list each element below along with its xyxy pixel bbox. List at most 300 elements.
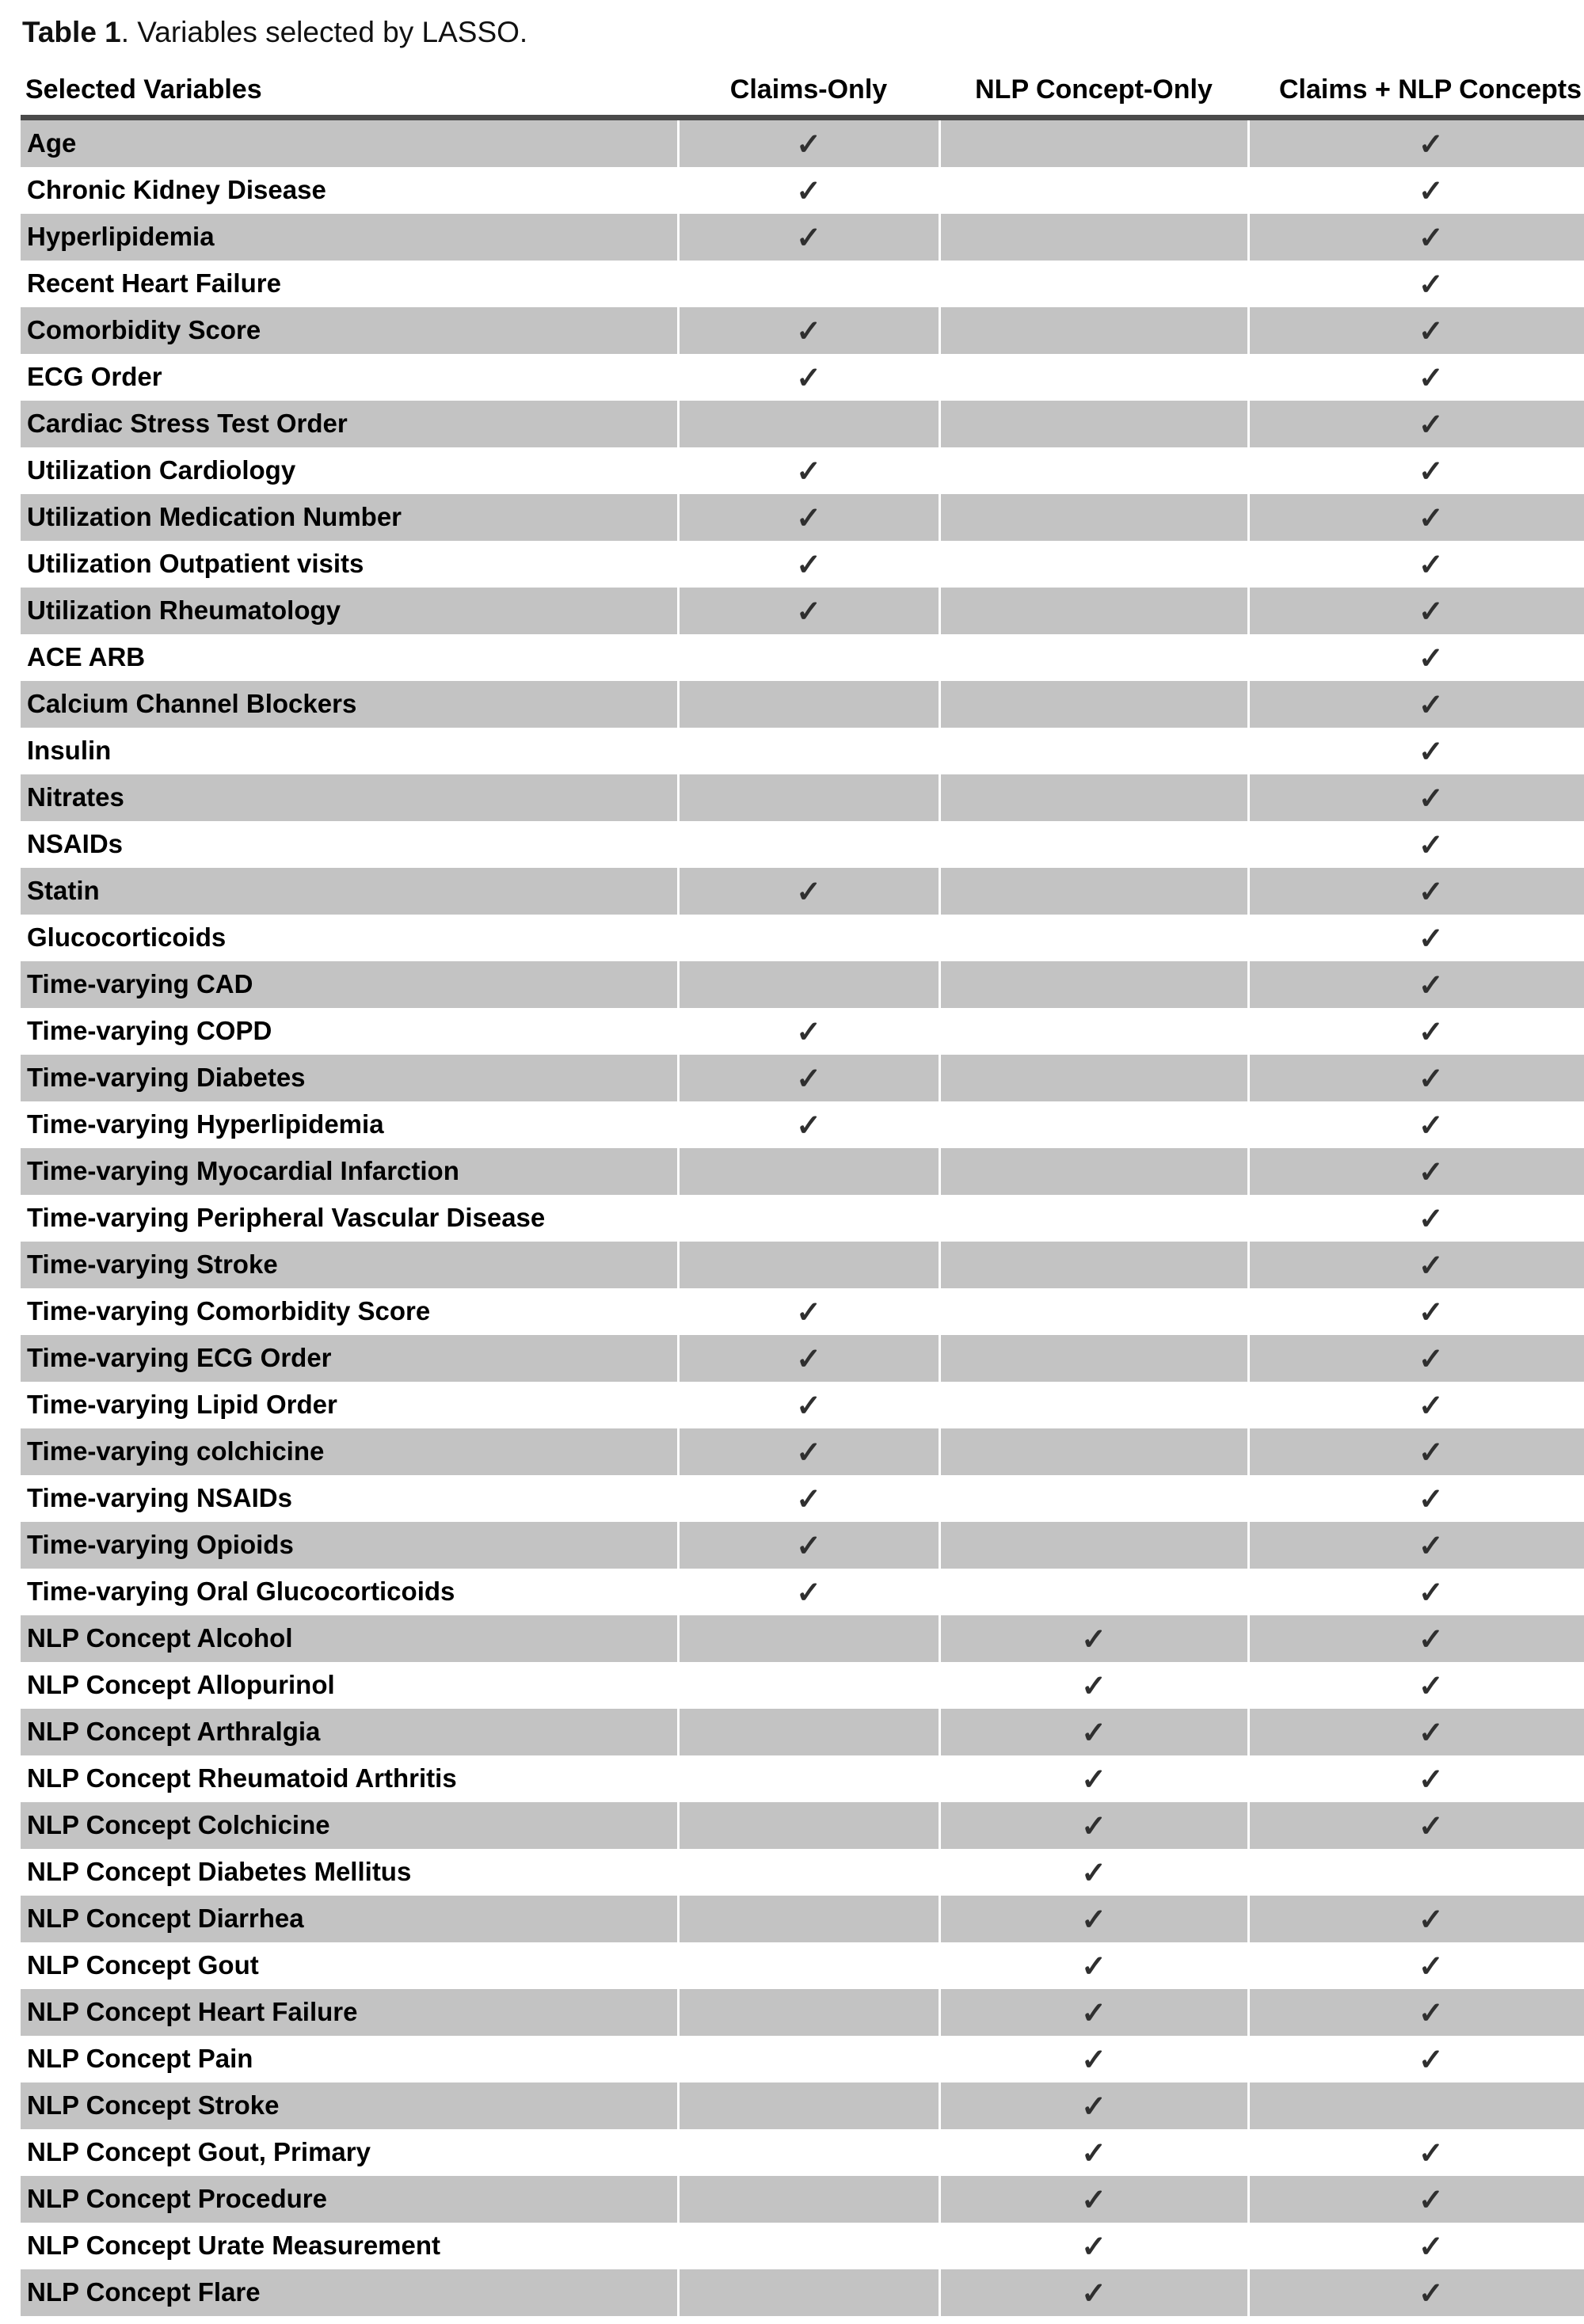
variable-name-cell: Age	[21, 118, 678, 168]
checkmark-icon: ✓	[1081, 1669, 1106, 1703]
table-row	[21, 447, 1584, 494]
nlp-concept-only-cell	[939, 1055, 1248, 1101]
table-row	[21, 1475, 1584, 1522]
claims-plus-nlp-cell	[1248, 1896, 1584, 1942]
checkmark-icon: ✓	[796, 1529, 821, 1563]
claims-plus-nlp-cell	[1248, 447, 1584, 494]
checkmark-icon: ✓	[1418, 641, 1444, 675]
claims-only-cell	[678, 1662, 939, 1709]
variable-name-cell: Calcium Channel Blockers	[21, 681, 678, 728]
checkmark-icon: ✓	[1418, 1809, 1444, 1843]
table-row	[21, 1989, 1584, 2036]
table-row	[21, 1942, 1584, 1989]
checkmark-icon: ✓	[796, 1389, 821, 1423]
empty-cell-spacer	[1094, 873, 1095, 903]
claims-plus-nlp-cell	[1248, 1008, 1584, 1055]
claims-only-cell	[678, 401, 939, 447]
table-row	[21, 588, 1584, 634]
claims-only-cell	[678, 1569, 939, 1615]
table-row	[21, 118, 1584, 168]
claims-plus-nlp-cell	[1248, 2269, 1584, 2316]
table-row	[21, 541, 1584, 588]
empty-cell-spacer	[1094, 1200, 1095, 1230]
claims-plus-nlp-cell	[1248, 1335, 1584, 1382]
variable-name-cell: Time-varying Myocardial Infarction	[21, 1148, 678, 1195]
nlp-concept-only-cell	[939, 634, 1248, 681]
empty-cell-spacer	[1094, 1340, 1095, 1370]
claims-plus-nlp-cell	[1248, 1428, 1584, 1475]
empty-cell-spacer	[1094, 1106, 1095, 1136]
checkmark-icon: ✓	[1418, 688, 1444, 722]
nlp-concept-only-cell	[939, 1989, 1248, 2036]
variable-name-cell: NLP Concept Flare	[21, 2269, 678, 2316]
claims-only-cell	[678, 2129, 939, 2176]
claims-only-cell	[678, 1755, 939, 1802]
nlp-concept-only-cell	[939, 1662, 1248, 1709]
claims-plus-nlp-cell	[1248, 634, 1584, 681]
table-row	[21, 728, 1584, 774]
variable-name-cell: Time-varying Opioids	[21, 1522, 678, 1569]
checkmark-icon: ✓	[1418, 455, 1444, 489]
nlp-concept-only-cell	[939, 588, 1248, 634]
table-row	[21, 1662, 1584, 1709]
variable-name-cell: NLP Concept Allopurinol	[21, 1662, 678, 1709]
nlp-concept-only-cell	[939, 1382, 1248, 1428]
nlp-concept-only-cell	[939, 961, 1248, 1008]
table-body	[21, 118, 1584, 2317]
claims-plus-nlp-cell	[1248, 1615, 1584, 1662]
checkmark-icon: ✓	[796, 1482, 821, 1516]
nlp-concept-only-cell	[939, 447, 1248, 494]
checkmark-icon: ✓	[1418, 1342, 1444, 1376]
table-row	[21, 1242, 1584, 1288]
variable-name-cell: NLP Concept Diabetes Mellitus	[21, 1849, 678, 1896]
variable-name-cell: Time-varying Stroke	[21, 1242, 678, 1288]
claims-only-cell	[678, 2223, 939, 2269]
claims-plus-nlp-cell	[1248, 915, 1584, 961]
checkmark-icon: ✓	[796, 1342, 821, 1376]
nlp-concept-only-cell	[939, 541, 1248, 588]
checkmark-icon: ✓	[1418, 1482, 1444, 1516]
claims-only-cell	[678, 1382, 939, 1428]
checkmark-icon: ✓	[796, 1295, 821, 1329]
checkmark-icon: ✓	[1418, 1389, 1444, 1423]
claims-plus-nlp-cell	[1248, 1242, 1584, 1288]
variable-name-cell: NLP Concept Diarrhea	[21, 1896, 678, 1942]
checkmark-icon: ✓	[1418, 828, 1444, 862]
claims-plus-nlp-cell	[1248, 167, 1584, 214]
variable-name-cell: Time-varying ECG Order	[21, 1335, 678, 1382]
claims-only-cell	[678, 774, 939, 821]
nlp-concept-only-cell	[939, 1522, 1248, 1569]
claims-only-cell	[678, 2176, 939, 2223]
empty-cell-spacer	[1094, 592, 1095, 622]
checkmark-icon: ✓	[796, 875, 821, 909]
variable-name-cell: Chronic Kidney Disease	[21, 167, 678, 214]
claims-only-cell	[678, 1522, 939, 1569]
claims-plus-nlp-cell	[1248, 1569, 1584, 1615]
checkmark-icon: ✓	[1418, 2043, 1444, 2077]
checkmark-icon: ✓	[1418, 408, 1444, 442]
table-row	[21, 2269, 1584, 2316]
empty-cell-spacer	[1094, 826, 1095, 856]
checkmark-icon: ✓	[1081, 2276, 1106, 2311]
empty-cell-spacer	[1094, 732, 1095, 763]
variable-name-cell: ACE ARB	[21, 634, 678, 681]
checkmark-icon: ✓	[1418, 361, 1444, 395]
nlp-concept-only-cell	[939, 494, 1248, 541]
claims-only-cell	[678, 2269, 939, 2316]
variable-name-cell: Comorbidity Score	[21, 307, 678, 354]
empty-cell-spacer	[1094, 686, 1095, 716]
claims-only-cell	[678, 1896, 939, 1942]
nlp-concept-only-cell	[939, 774, 1248, 821]
variable-name-cell: Time-varying colchicine	[21, 1428, 678, 1475]
table-row	[21, 494, 1584, 541]
nlp-concept-only-cell	[939, 401, 1248, 447]
checkmark-icon: ✓	[1418, 1576, 1444, 1610]
checkmark-icon: ✓	[1081, 1763, 1106, 1797]
nlp-concept-only-cell	[939, 2176, 1248, 2223]
nlp-concept-only-cell	[939, 728, 1248, 774]
variable-name-cell: Time-varying Oral Glucocorticoids	[21, 1569, 678, 1615]
checkmark-icon: ✓	[1418, 2136, 1444, 2170]
variable-name-cell: Time-varying Peripheral Vascular Disease	[21, 1195, 678, 1242]
checkmark-icon: ✓	[1418, 548, 1444, 582]
empty-cell-spacer	[1094, 966, 1095, 996]
claims-only-cell	[678, 1055, 939, 1101]
empty-cell-spacer	[1094, 546, 1095, 576]
table-row	[21, 1709, 1584, 1755]
checkmark-icon: ✓	[796, 548, 821, 582]
claims-plus-nlp-cell	[1248, 401, 1584, 447]
empty-cell-spacer	[1094, 499, 1095, 529]
nlp-concept-only-cell	[939, 1288, 1248, 1335]
claims-plus-nlp-cell	[1248, 541, 1584, 588]
checkmark-icon: ✓	[1081, 1996, 1106, 2030]
variable-name-cell: Utilization Cardiology	[21, 447, 678, 494]
claims-only-cell	[678, 868, 939, 915]
variable-name-cell: NLP Concept Rheumatoid Arthritis	[21, 1755, 678, 1802]
claims-plus-nlp-cell	[1248, 2176, 1584, 2223]
table-row	[21, 2082, 1584, 2129]
variable-name-cell: Time-varying NSAIDs	[21, 1475, 678, 1522]
claims-plus-nlp-cell	[1248, 1755, 1584, 1802]
claims-only-cell	[678, 915, 939, 961]
claims-plus-nlp-cell	[1248, 1382, 1584, 1428]
variable-name-cell: Utilization Outpatient visits	[21, 541, 678, 588]
table-row	[21, 354, 1584, 401]
checkmark-icon: ✓	[1418, 1949, 1444, 1984]
table-row	[21, 167, 1584, 214]
claims-only-cell	[678, 1802, 939, 1849]
claims-plus-nlp-cell	[1248, 1522, 1584, 1569]
claims-plus-nlp-cell	[1248, 1101, 1584, 1148]
variable-name-cell: Recent Heart Failure	[21, 261, 678, 307]
table-row	[21, 1615, 1584, 1662]
claims-only-cell	[678, 214, 939, 261]
claims-plus-nlp-cell	[1248, 2036, 1584, 2082]
checkmark-icon: ✓	[1081, 1716, 1106, 1750]
checkmark-icon: ✓	[1418, 1622, 1444, 1656]
checkmark-icon: ✓	[1418, 1996, 1444, 2030]
nlp-concept-only-cell	[939, 821, 1248, 868]
claims-plus-nlp-cell	[1248, 261, 1584, 307]
table-row	[21, 1195, 1584, 1242]
empty-cell-spacer	[1094, 1293, 1095, 1323]
table-row	[21, 1849, 1584, 1896]
table-row	[21, 1802, 1584, 1849]
checkmark-icon: ✓	[1418, 127, 1444, 162]
checkmark-icon: ✓	[1081, 1856, 1106, 1890]
checkmark-icon: ✓	[1418, 2276, 1444, 2311]
claims-plus-nlp-cell	[1248, 588, 1584, 634]
claims-plus-nlp-cell	[1248, 354, 1584, 401]
variable-name-cell: Utilization Rheumatology	[21, 588, 678, 634]
checkmark-icon: ✓	[1418, 1155, 1444, 1189]
nlp-concept-only-cell	[939, 1242, 1248, 1288]
nlp-concept-only-cell	[939, 1615, 1248, 1662]
claims-plus-nlp-cell	[1248, 1989, 1584, 2036]
claims-plus-nlp-cell	[1248, 681, 1584, 728]
checkmark-icon: ✓	[1418, 922, 1444, 956]
table-header	[21, 70, 1584, 118]
nlp-concept-only-cell	[939, 2082, 1248, 2129]
caption-text: . Variables selected by LASSO.	[120, 16, 528, 48]
claims-only-cell	[678, 1615, 939, 1662]
variable-name-cell: NLP Concept Gout, Primary	[21, 2129, 678, 2176]
table-row	[21, 634, 1584, 681]
claims-plus-nlp-cell	[1248, 1662, 1584, 1709]
claims-only-cell	[678, 1849, 939, 1896]
table-row	[21, 214, 1584, 261]
checkmark-icon: ✓	[1418, 782, 1444, 816]
checkmark-icon: ✓	[1081, 1949, 1106, 1984]
claims-only-cell	[678, 354, 939, 401]
table-row	[21, 868, 1584, 915]
variable-name-cell: ECG Order	[21, 354, 678, 401]
nlp-concept-only-cell	[939, 1569, 1248, 1615]
checkmark-icon: ✓	[1418, 1015, 1444, 1049]
checkmark-icon: ✓	[796, 501, 821, 535]
variable-name-cell: NLP Concept Pain	[21, 2036, 678, 2082]
claims-only-cell	[678, 588, 939, 634]
claims-plus-nlp-cell	[1248, 1942, 1584, 1989]
claims-only-cell	[678, 1335, 939, 1382]
variable-name-cell: Nitrates	[21, 774, 678, 821]
claims-only-cell	[678, 1709, 939, 1755]
variable-name-cell: NLP Concept Arthralgia	[21, 1709, 678, 1755]
table-row	[21, 2129, 1584, 2176]
checkmark-icon: ✓	[1418, 1249, 1444, 1283]
checkmark-icon: ✓	[796, 174, 821, 208]
table-row	[21, 261, 1584, 307]
nlp-concept-only-cell	[939, 1942, 1248, 1989]
claims-only-cell	[678, 118, 939, 168]
claims-plus-nlp-cell	[1248, 1055, 1584, 1101]
table-row	[21, 1008, 1584, 1055]
nlp-concept-only-cell	[939, 2223, 1248, 2269]
checkmark-icon: ✓	[796, 221, 821, 255]
checkmark-icon: ✓	[1081, 2043, 1106, 2077]
header-row	[21, 70, 1584, 118]
claims-only-cell	[678, 728, 939, 774]
claims-plus-nlp-cell	[1248, 728, 1584, 774]
empty-cell-spacer	[1094, 919, 1095, 949]
claims-only-cell	[678, 2036, 939, 2082]
table-row	[21, 1382, 1584, 1428]
variable-name-cell: NSAIDs	[21, 821, 678, 868]
claims-only-cell	[678, 1428, 939, 1475]
nlp-concept-only-cell	[939, 1335, 1248, 1382]
empty-cell-spacer	[1094, 1013, 1095, 1043]
checkmark-icon: ✓	[1418, 221, 1444, 255]
table-row	[21, 307, 1584, 354]
claims-only-cell	[678, 1242, 939, 1288]
claims-plus-nlp-cell	[1248, 1849, 1584, 1896]
variable-name-cell: Insulin	[21, 728, 678, 774]
variable-name-cell: Time-varying Lipid Order	[21, 1382, 678, 1428]
claims-only-cell	[678, 1475, 939, 1522]
checkmark-icon: ✓	[1418, 1109, 1444, 1143]
checkmark-icon: ✓	[796, 1062, 821, 1096]
table-row	[21, 1055, 1584, 1101]
table-row	[21, 1755, 1584, 1802]
variable-name-cell: Hyperlipidemia	[21, 214, 678, 261]
checkmark-icon: ✓	[1418, 595, 1444, 629]
nlp-concept-only-cell	[939, 2129, 1248, 2176]
claims-only-cell	[678, 1989, 939, 2036]
column-header-claims-only: Claims-Only	[678, 70, 939, 118]
table-row	[21, 681, 1584, 728]
empty-cell-spacer	[1094, 1433, 1095, 1463]
empty-cell-spacer	[1094, 405, 1095, 436]
empty-cell-spacer	[1094, 312, 1095, 342]
claims-only-cell	[678, 2082, 939, 2129]
checkmark-icon: ✓	[1418, 2183, 1444, 2217]
nlp-concept-only-cell	[939, 1802, 1248, 1849]
claims-plus-nlp-cell	[1248, 1195, 1584, 1242]
claims-plus-nlp-cell	[1248, 494, 1584, 541]
variable-name-cell: NLP Concept Procedure	[21, 2176, 678, 2223]
checkmark-icon: ✓	[1418, 174, 1444, 208]
nlp-concept-only-cell	[939, 354, 1248, 401]
claims-plus-nlp-cell	[1248, 1475, 1584, 1522]
claims-plus-nlp-cell	[1248, 307, 1584, 354]
claims-plus-nlp-cell	[1248, 961, 1584, 1008]
claims-only-cell	[678, 821, 939, 868]
checkmark-icon: ✓	[796, 595, 821, 629]
variable-name-cell: Statin	[21, 868, 678, 915]
checkmark-icon: ✓	[1418, 1903, 1444, 1937]
checkmark-icon: ✓	[1418, 1763, 1444, 1797]
empty-cell-spacer	[1094, 1153, 1095, 1183]
nlp-concept-only-cell	[939, 915, 1248, 961]
variable-name-cell: NLP Concept Heart Failure	[21, 1989, 678, 2036]
claims-only-cell	[678, 1148, 939, 1195]
nlp-concept-only-cell	[939, 1195, 1248, 1242]
empty-cell-spacer	[1094, 265, 1095, 295]
checkmark-icon: ✓	[796, 455, 821, 489]
claims-only-cell	[678, 167, 939, 214]
claims-only-cell	[678, 307, 939, 354]
nlp-concept-only-cell	[939, 1755, 1248, 1802]
claims-only-cell	[678, 681, 939, 728]
empty-cell-spacer	[1430, 2087, 1431, 2117]
empty-cell-spacer	[1430, 1854, 1431, 1884]
checkmark-icon: ✓	[1418, 2230, 1444, 2264]
claims-plus-nlp-cell	[1248, 1148, 1584, 1195]
empty-cell-spacer	[1094, 1480, 1095, 1510]
table-row	[21, 1101, 1584, 1148]
table-row	[21, 1569, 1584, 1615]
claims-only-cell	[678, 1008, 939, 1055]
claims-only-cell	[678, 494, 939, 541]
table-row	[21, 1896, 1584, 1942]
nlp-concept-only-cell	[939, 868, 1248, 915]
nlp-concept-only-cell	[939, 2269, 1248, 2316]
empty-cell-spacer	[1094, 639, 1095, 669]
nlp-concept-only-cell	[939, 1709, 1248, 1755]
table-row	[21, 1335, 1584, 1382]
nlp-concept-only-cell	[939, 307, 1248, 354]
empty-cell-spacer	[1094, 359, 1095, 389]
table-row	[21, 2176, 1584, 2223]
table-row	[21, 2036, 1584, 2082]
claims-plus-nlp-cell	[1248, 2129, 1584, 2176]
nlp-concept-only-cell	[939, 261, 1248, 307]
nlp-concept-only-cell	[939, 1475, 1248, 1522]
claims-plus-nlp-cell	[1248, 214, 1584, 261]
claims-plus-nlp-cell	[1248, 118, 1584, 168]
nlp-concept-only-cell	[939, 214, 1248, 261]
checkmark-icon: ✓	[1418, 1062, 1444, 1096]
checkmark-icon: ✓	[1418, 875, 1444, 909]
column-header-nlp-concept-only: NLP Concept-Only	[939, 70, 1248, 118]
checkmark-icon: ✓	[796, 314, 821, 348]
claims-only-cell	[678, 1195, 939, 1242]
claims-only-cell	[678, 961, 939, 1008]
nlp-concept-only-cell	[939, 1008, 1248, 1055]
checkmark-icon: ✓	[796, 1576, 821, 1610]
claims-plus-nlp-cell	[1248, 2223, 1584, 2269]
checkmark-icon: ✓	[1418, 1436, 1444, 1470]
checkmark-icon: ✓	[1418, 501, 1444, 535]
table-row	[21, 1522, 1584, 1569]
claims-plus-nlp-cell	[1248, 868, 1584, 915]
claims-only-cell	[678, 1288, 939, 1335]
checkmark-icon: ✓	[796, 1436, 821, 1470]
checkmark-icon: ✓	[1081, 2183, 1106, 2217]
empty-cell-spacer	[1094, 452, 1095, 482]
table-row	[21, 401, 1584, 447]
checkmark-icon: ✓	[1081, 2230, 1106, 2264]
nlp-concept-only-cell	[939, 2036, 1248, 2082]
checkmark-icon: ✓	[1418, 1202, 1444, 1236]
empty-cell-spacer	[1094, 125, 1095, 155]
empty-cell-spacer	[1094, 779, 1095, 809]
table-row	[21, 915, 1584, 961]
variable-name-cell: Utilization Medication Number	[21, 494, 678, 541]
variable-name-cell: Time-varying Hyperlipidemia	[21, 1101, 678, 1148]
checkmark-icon: ✓	[796, 1015, 821, 1049]
checkmark-icon: ✓	[1081, 1809, 1106, 1843]
nlp-concept-only-cell	[939, 1896, 1248, 1942]
checkmark-icon: ✓	[1081, 1903, 1106, 1937]
checkmark-icon: ✓	[1418, 968, 1444, 1002]
claims-plus-nlp-cell	[1248, 774, 1584, 821]
checkmark-icon: ✓	[1418, 314, 1444, 348]
